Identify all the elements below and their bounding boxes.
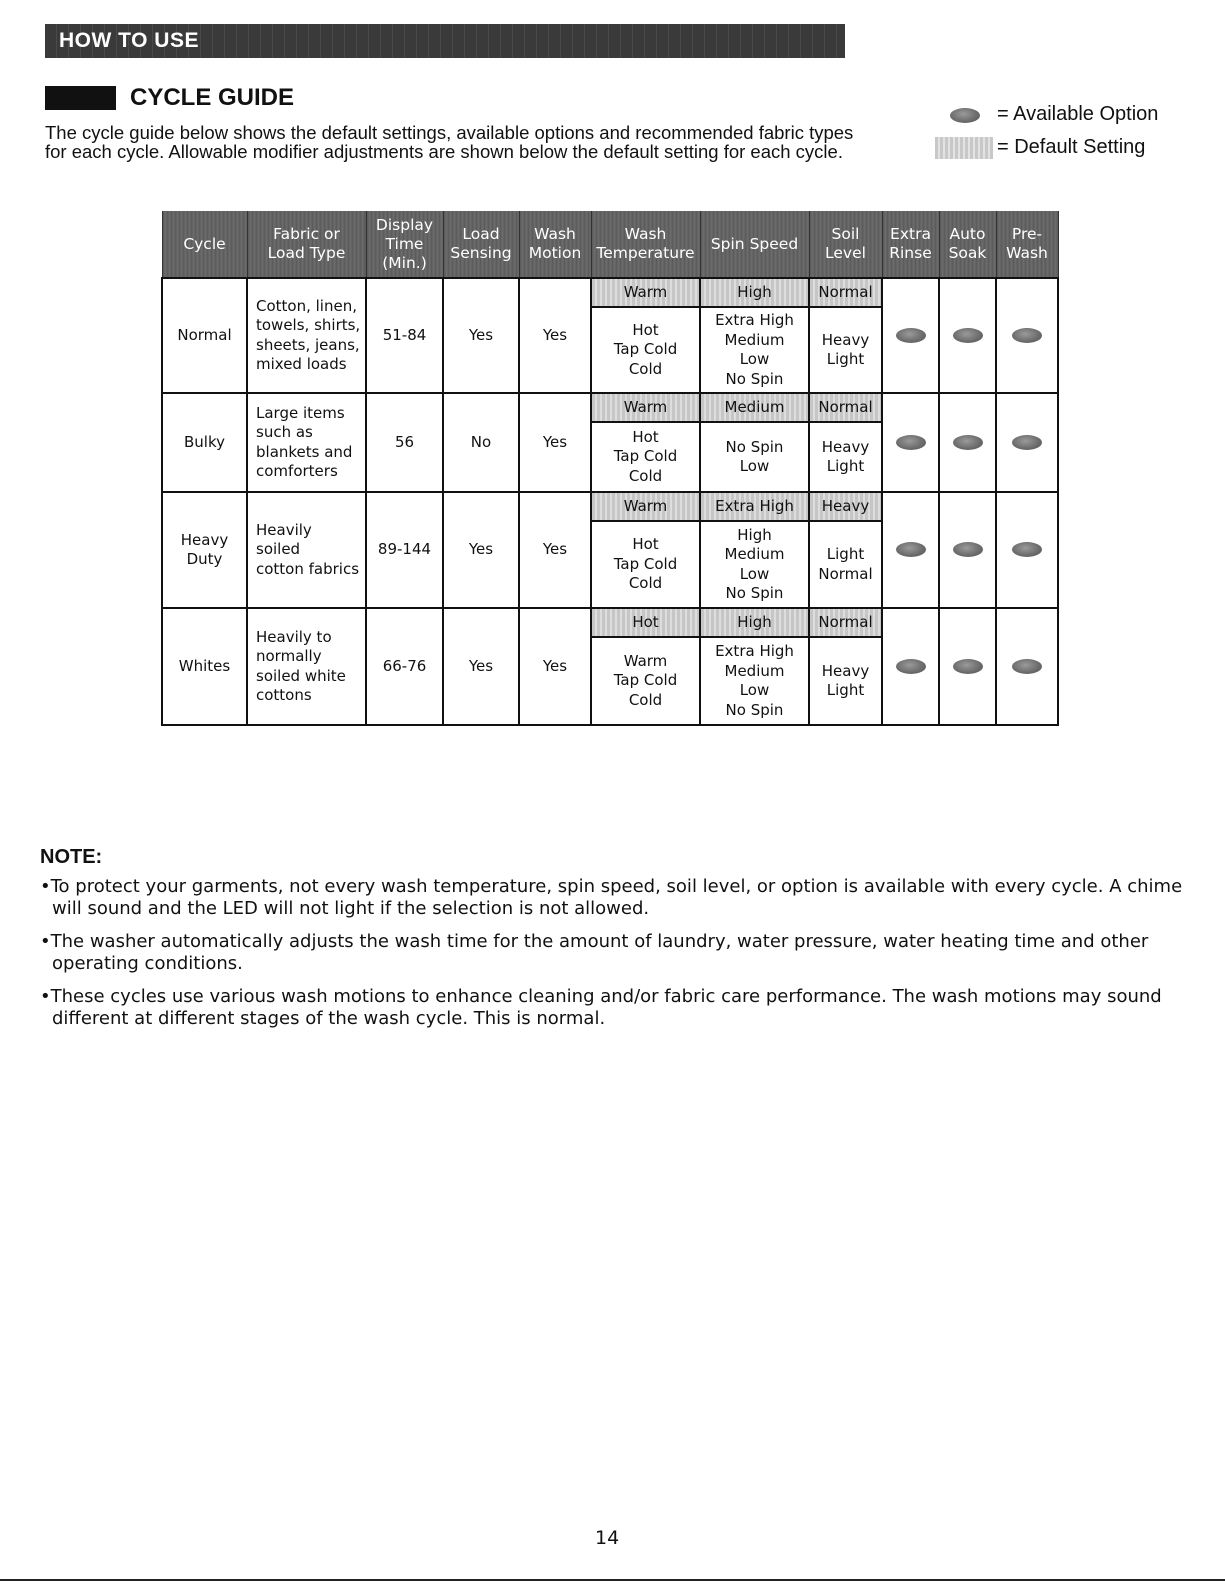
header-pre-wash: Pre- Wash: [996, 211, 1058, 278]
cell-line: Cotton, linen,: [256, 296, 357, 315]
cell-auto-soak: [939, 393, 996, 492]
cell-line: High: [737, 525, 772, 544]
cell-line: Medium: [724, 545, 785, 563]
header-auto-soak: Auto Soak: [939, 211, 996, 278]
cell-line: Cold: [628, 574, 663, 593]
cell-line: Low: [739, 457, 770, 475]
intro-line: for each cycle. Allowable modifier adjustments are shown below the default setting for each cycle.: [45, 141, 843, 162]
temperature-group: [592, 493, 699, 607]
available-option-icon: [896, 328, 926, 343]
cell-line: Tap Cold: [613, 554, 678, 573]
cell-display-time: 89-144: [366, 492, 443, 608]
available-option-icon: [1012, 435, 1042, 450]
available-option-icon: [1012, 659, 1042, 674]
header-display-time: Display Time (Min.): [366, 211, 443, 278]
cell-line: towels, shirts,: [256, 316, 361, 334]
cell-line: Heavily to: [256, 627, 332, 646]
available-options: [592, 423, 699, 491]
cell-line: normally: [256, 647, 322, 665]
legend-default: [935, 135, 1220, 168]
cell-line: Cold: [628, 690, 663, 709]
cell-soil-level: [809, 492, 882, 608]
cell-line: Warm: [623, 651, 668, 670]
cell-line: such as: [256, 423, 313, 441]
available-options: [810, 638, 881, 724]
cell-cycle: [162, 278, 247, 393]
default-setting: Warm: [592, 279, 699, 308]
section-marker: [45, 86, 116, 110]
available-option-icon: [1012, 542, 1042, 557]
cell-spin-speed: [700, 492, 809, 608]
available-options: [810, 308, 881, 392]
cell-line: Tap Cold: [613, 447, 678, 466]
header-cycle: Cycle: [162, 211, 247, 278]
cell-extra-rinse: [882, 492, 939, 608]
cell-wash-motion: Yes: [519, 608, 591, 725]
bottom-rule: [0, 1579, 1225, 1581]
cell-pre-wash: [996, 278, 1058, 393]
note-item: •To protect your garments, not every wash temperature, spin speed, soil level, or option is available with every cycle. A chime will sound and the LED will not light if the selection is not allowed.: [40, 876, 1183, 919]
available-option-icon: [953, 659, 983, 674]
available-option-icon: [953, 435, 983, 450]
cell-line: Light: [826, 457, 865, 475]
cell-auto-soak: [939, 608, 996, 725]
default-setting: High: [701, 609, 808, 638]
default-setting: Warm: [592, 493, 699, 522]
default-setting: Normal: [810, 279, 881, 308]
cell-line: Light: [826, 681, 865, 699]
cell-line: Low: [739, 681, 770, 699]
cell-display-time: 56: [366, 393, 443, 492]
cell-line: cotton fabrics: [256, 559, 360, 578]
cell-spin-speed: [700, 278, 809, 393]
default-setting-icon: [935, 137, 993, 159]
cell-extra-rinse: [882, 393, 939, 492]
header-fabric: Fabric or Load Type: [247, 211, 366, 278]
spin-group: [701, 609, 808, 724]
cell-line: Low: [739, 350, 770, 368]
spin-group: [701, 394, 808, 491]
default-setting: Normal: [810, 609, 881, 638]
cell-line: mixed loads: [256, 355, 347, 373]
cell-line: Normal: [177, 325, 232, 344]
cell-cycle: [162, 393, 247, 492]
header-wash-temperature: Wash Temperature: [591, 211, 700, 278]
cell-line: Heavy: [180, 530, 229, 549]
header-load-sensing: Load Sensing: [443, 211, 519, 278]
page-title: CYCLE GUIDE: [130, 84, 295, 111]
cycle-guide-table: [161, 211, 1059, 726]
temperature-group: [592, 279, 699, 392]
available-option-icon: [953, 328, 983, 343]
available-options: [592, 522, 699, 607]
note-item: •These cycles use various wash motions to enhance cleaning and/or fabric care performance. The wash motions may sound different at different stages of the wash cycle. This is normal.: [40, 986, 1162, 1029]
cell-line: Tap Cold: [613, 340, 678, 359]
default-setting: Medium: [701, 394, 808, 423]
legend: [935, 102, 1220, 168]
table-row: [162, 608, 1058, 725]
available-options: [701, 638, 808, 724]
intro-line: The cycle guide below shows the default settings, available options and recommended fabric types: [45, 122, 854, 143]
cell-auto-soak: [939, 278, 996, 393]
cell-line: Heavily: [256, 520, 312, 539]
soil-group: [810, 394, 881, 491]
spin-group: [701, 279, 808, 392]
intro-text: [45, 123, 925, 161]
cell-display-time: 66-76: [366, 608, 443, 725]
cell-line: Hot: [632, 535, 659, 554]
cell-line: Large items: [256, 403, 345, 422]
page-number: 14: [595, 1527, 620, 1549]
cell-line: cottons: [256, 686, 312, 704]
default-setting: High: [701, 279, 808, 308]
cell-line: Hot: [632, 427, 659, 446]
available-options: [592, 308, 699, 392]
header-extra-rinse: Extra Rinse: [882, 211, 939, 278]
note-title: NOTE:: [40, 846, 103, 868]
soil-group: [810, 493, 881, 607]
default-setting: Normal: [810, 394, 881, 423]
default-setting: Hot: [592, 609, 699, 638]
header-wash-motion: Wash Motion: [519, 211, 591, 278]
table-header-row: [162, 211, 1058, 278]
legend-available-label: = Available Option: [997, 103, 1159, 125]
cell-spin-speed: [700, 608, 809, 725]
cell-line: No Spin: [725, 369, 784, 388]
cell-line: Bulky: [184, 432, 225, 451]
temperature-group: [592, 394, 699, 491]
cell-load-sensing: No: [443, 393, 519, 492]
cell-line: comforters: [256, 462, 338, 480]
note-list: [40, 876, 1190, 1041]
soil-group: [810, 279, 881, 392]
available-options: [810, 522, 881, 607]
cell-wash-temperature: [591, 393, 700, 492]
cell-line: Heavy: [821, 330, 870, 349]
section-banner: HOW TO USE: [45, 24, 845, 58]
cell-cycle: [162, 608, 247, 725]
legend-default-label: = Default Setting: [997, 136, 1146, 158]
cell-line: No Spin: [725, 700, 784, 719]
cell-line: Heavy: [821, 661, 870, 680]
table-row: [162, 393, 1058, 492]
available-option-icon: [896, 542, 926, 557]
available-options: [701, 522, 808, 607]
cell-soil-level: [809, 393, 882, 492]
cell-line: soiled white: [256, 666, 346, 685]
header-spin-speed: Spin Speed: [700, 211, 809, 278]
table-row: [162, 492, 1058, 608]
legend-available: [935, 102, 1220, 135]
cell-line: Medium: [724, 330, 785, 349]
cell-line: No Spin: [725, 584, 784, 602]
cell-pre-wash: [996, 393, 1058, 492]
cell-cycle: [162, 492, 247, 608]
cell-wash-temperature: [591, 492, 700, 608]
cell-load-sensing: Yes: [443, 278, 519, 393]
available-option-icon: [896, 659, 926, 674]
table-row: [162, 278, 1058, 393]
cell-line: Hot: [632, 320, 659, 339]
cell-line: Extra High: [715, 311, 794, 329]
cell-pre-wash: [996, 608, 1058, 725]
available-options: [592, 638, 699, 724]
note-item: •The washer automatically adjusts the wash time for the amount of laundry, water pressure, water heating time and other operating conditions.: [40, 931, 1149, 974]
header-soil-level: Soil Level: [809, 211, 882, 278]
cell-line: Normal: [818, 564, 873, 583]
cell-fabric: [247, 278, 366, 393]
available-options: [810, 423, 881, 491]
available-options: [701, 308, 808, 392]
cell-soil-level: [809, 608, 882, 725]
spin-group: [701, 493, 808, 607]
cell-extra-rinse: [882, 608, 939, 725]
default-setting: Extra High: [701, 493, 808, 522]
cell-line: Medium: [724, 661, 785, 680]
cell-auto-soak: [939, 492, 996, 608]
available-option-icon: [896, 435, 926, 450]
default-setting: Warm: [592, 394, 699, 423]
cell-line: Cold: [628, 359, 663, 378]
available-options: [701, 423, 808, 491]
available-option-icon: [953, 542, 983, 557]
cell-line: Tap Cold: [613, 671, 678, 690]
cell-line: blankets and: [256, 442, 353, 461]
cell-display-time: 51-84: [366, 278, 443, 393]
cell-wash-motion: Yes: [519, 278, 591, 393]
cell-extra-rinse: [882, 278, 939, 393]
cell-spin-speed: [700, 393, 809, 492]
available-option-icon: [1012, 328, 1042, 343]
cell-line: Extra High: [715, 642, 794, 660]
temperature-group: [592, 609, 699, 724]
cell-load-sensing: Yes: [443, 492, 519, 608]
cell-line: No Spin: [725, 437, 784, 456]
cell-wash-motion: Yes: [519, 492, 591, 608]
cell-line: sheets, jeans,: [256, 335, 360, 354]
cell-line: Light: [826, 350, 865, 368]
cell-pre-wash: [996, 492, 1058, 608]
cell-line: Cold: [628, 466, 663, 485]
cell-line: Whites: [178, 656, 231, 675]
default-setting: Heavy: [810, 493, 881, 522]
cell-line: soiled: [256, 540, 301, 559]
cell-wash-temperature: [591, 278, 700, 393]
cell-line: Duty: [186, 550, 223, 568]
cell-wash-motion: Yes: [519, 393, 591, 492]
cell-line: Heavy: [821, 437, 870, 456]
cell-load-sensing: Yes: [443, 608, 519, 725]
soil-group: [810, 609, 881, 724]
cell-line: Light: [826, 545, 865, 563]
available-option-icon: [950, 108, 980, 123]
cell-wash-temperature: [591, 608, 700, 725]
cell-soil-level: [809, 278, 882, 393]
cell-line: Low: [739, 564, 770, 583]
cell-fabric: [247, 608, 366, 725]
cell-fabric: [247, 492, 366, 608]
cell-fabric: [247, 393, 366, 492]
